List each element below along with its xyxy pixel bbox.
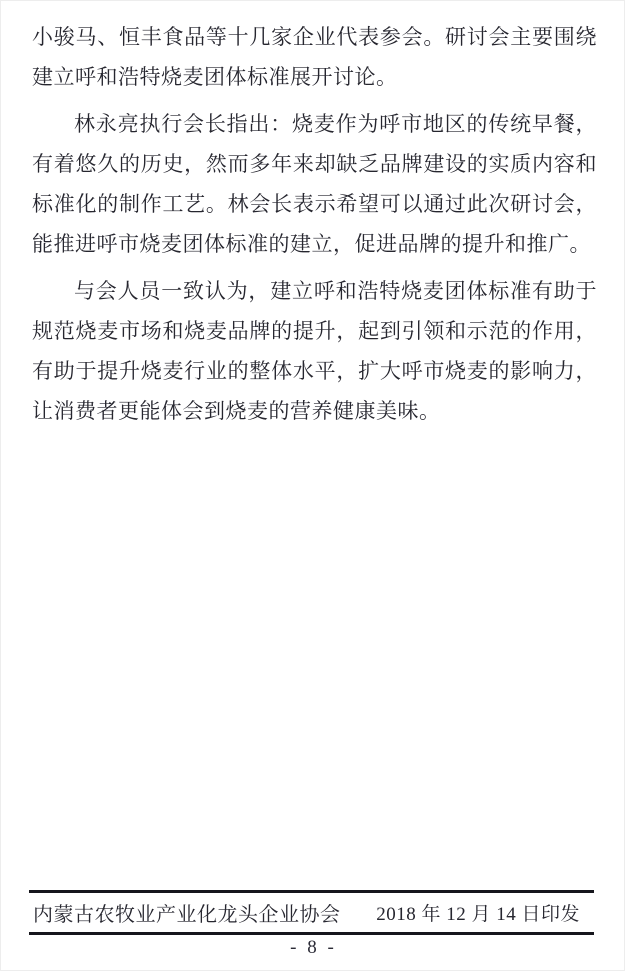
footer-bottom-rule — [29, 932, 594, 935]
body-paragraph-continuation: 小骏马、恒丰食品等十几家企业代表参会。研讨会主要围绕建立呼和浩特烧麦团体标准展开讨论。 — [32, 25, 597, 89]
body-paragraph: 林永亮执行会长指出：烧麦作为呼市地区的传统早餐，有着悠久的历史，然而多年来却缺乏品牌建设的实质内容和标准化的制作工艺。林会长表示希望可以通过此次研讨会，能推进呼市烧麦团体标准的建立，促进品牌的提升和推广。 — [32, 112, 597, 256]
footer-issuer: 内蒙古农牧业产业化龙头企业协会 — [33, 904, 341, 926]
footer-top-rule — [29, 890, 594, 893]
footer-print-date: 2018 年 12 月 14 日印发 — [376, 904, 580, 925]
document-body — [32, 17, 597, 438]
footer-row — [29, 894, 594, 931]
body-paragraph: 与会人员一致认为，建立呼和浩特烧麦团体标准有助于规范烧麦市场和烧麦品牌的提升，起到引领和示范的作用，有助于提升烧麦行业的整体水平，扩大呼市烧麦的影响力，让消费者更能体会到烧麦的营养健康美味。 — [32, 279, 597, 423]
page-number: - 8 - — [290, 937, 337, 958]
